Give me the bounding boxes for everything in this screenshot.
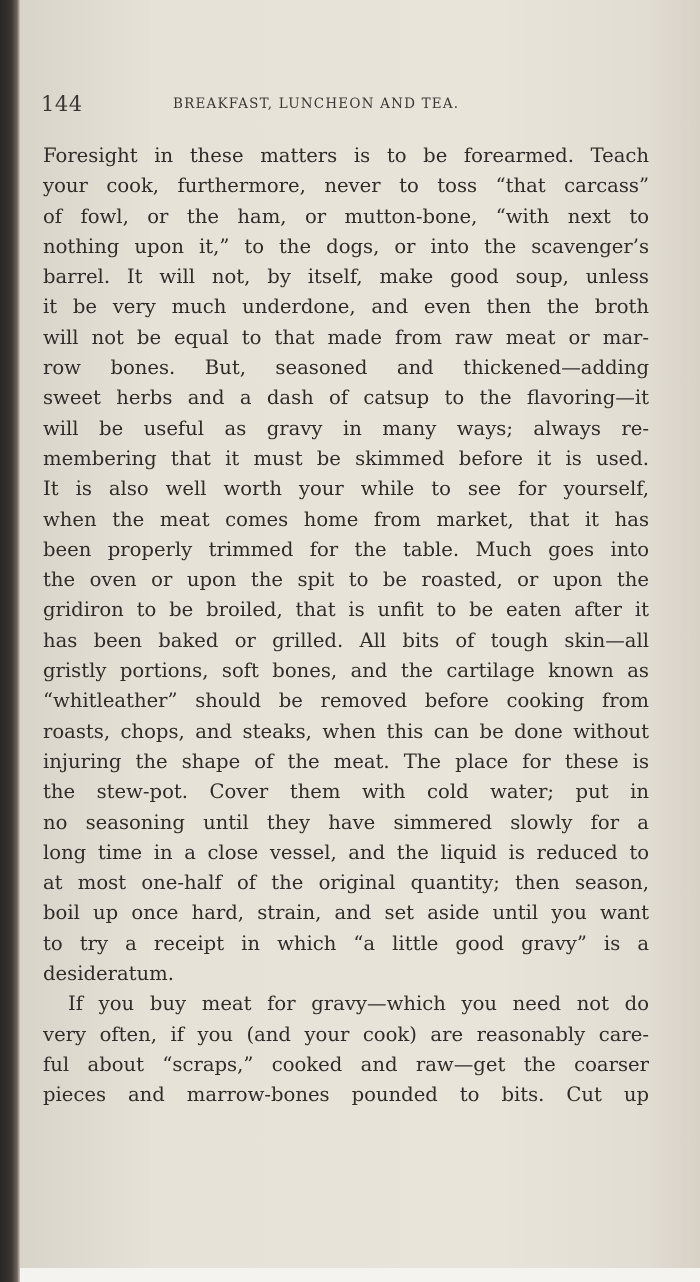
text-line: gristly portions, soft bones, and the cartilage known as [43, 659, 649, 683]
text-line: “whitleather” should be removed before cooking from [43, 689, 649, 713]
text-line: at most one-half of the original quantity; then season, [43, 871, 649, 895]
text-line: ful about “scraps,” cooked and raw—get the coarser [43, 1052, 649, 1076]
text-line: roasts, chops, and steaks, when this can be done without [43, 719, 649, 743]
text-line: nothing upon it,” to the dogs, or into the scavenger’s [43, 234, 649, 258]
running-head-title: BREAKFAST, LUNCHEON AND TEA. [173, 96, 460, 112]
body-text [43, 141, 649, 1111]
book-binding-edge [0, 0, 20, 1282]
text-line: of fowl, or the ham, or mutton-bone, “with next to [43, 204, 649, 228]
text-line: been properly trimmed for the table. Much goes into [43, 537, 649, 561]
text-line: long time in a close vessel, and the liquid is reduced to [43, 840, 649, 864]
text-line: the oven or upon the spit to be roasted, or upon the [43, 568, 649, 592]
text-line: when the meat comes home from market, that it has [43, 507, 649, 531]
text-line: to try a receipt in which “a little good gravy” is a [43, 931, 649, 955]
text-line: barrel. It will not, by itself, make good soup, unless [43, 265, 649, 289]
text-line: Foresight in these matters is to be forearmed. Teach [43, 144, 649, 167]
text-line: the stew-pot. Cover them with cold water; put in [43, 780, 649, 804]
paragraph [43, 989, 649, 1110]
running-head [41, 92, 641, 122]
text-line: will not be equal to that made from raw meat or mar- [43, 325, 649, 349]
text-line: will be useful as gravy in many ways; always re- [43, 416, 649, 440]
page-number: 144 [41, 92, 83, 116]
text-line: has been baked or grilled. All bits of tough skin—all [43, 628, 649, 652]
page-bottom-margin [20, 1268, 700, 1282]
text-line: sweet herbs and a dash of catsup to the flavoring—it [43, 386, 649, 410]
text-line: membering that it must be skimmed before it is used. [43, 446, 649, 470]
text-line: pieces and marrow-bones pounded to bits. Cut up [43, 1083, 649, 1107]
text-line: row bones. But, seasoned and thickened—adding [43, 356, 649, 380]
text-line: gridiron to be broiled, that is unfit to be eaten after it [43, 598, 649, 622]
text-line: desideratum. [43, 962, 174, 986]
text-line: It is also well worth your while to see for yourself, [43, 477, 649, 501]
text-line: injuring the shape of the meat. The place for these is [43, 749, 649, 773]
text-line: no seasoning until they have simmered slowly for a [43, 810, 649, 834]
text-line: If you buy meat for gravy—which you need not do [68, 992, 649, 1016]
text-line: very often, if you (and your cook) are reasonably care- [43, 1022, 649, 1046]
text-line: boil up once hard, strain, and set aside until you want [43, 901, 649, 925]
text-line: your cook, furthermore, never to toss “that carcass” [43, 174, 649, 198]
text-line: it be very much underdone, and even then the broth [43, 295, 649, 319]
paragraph [43, 141, 649, 989]
